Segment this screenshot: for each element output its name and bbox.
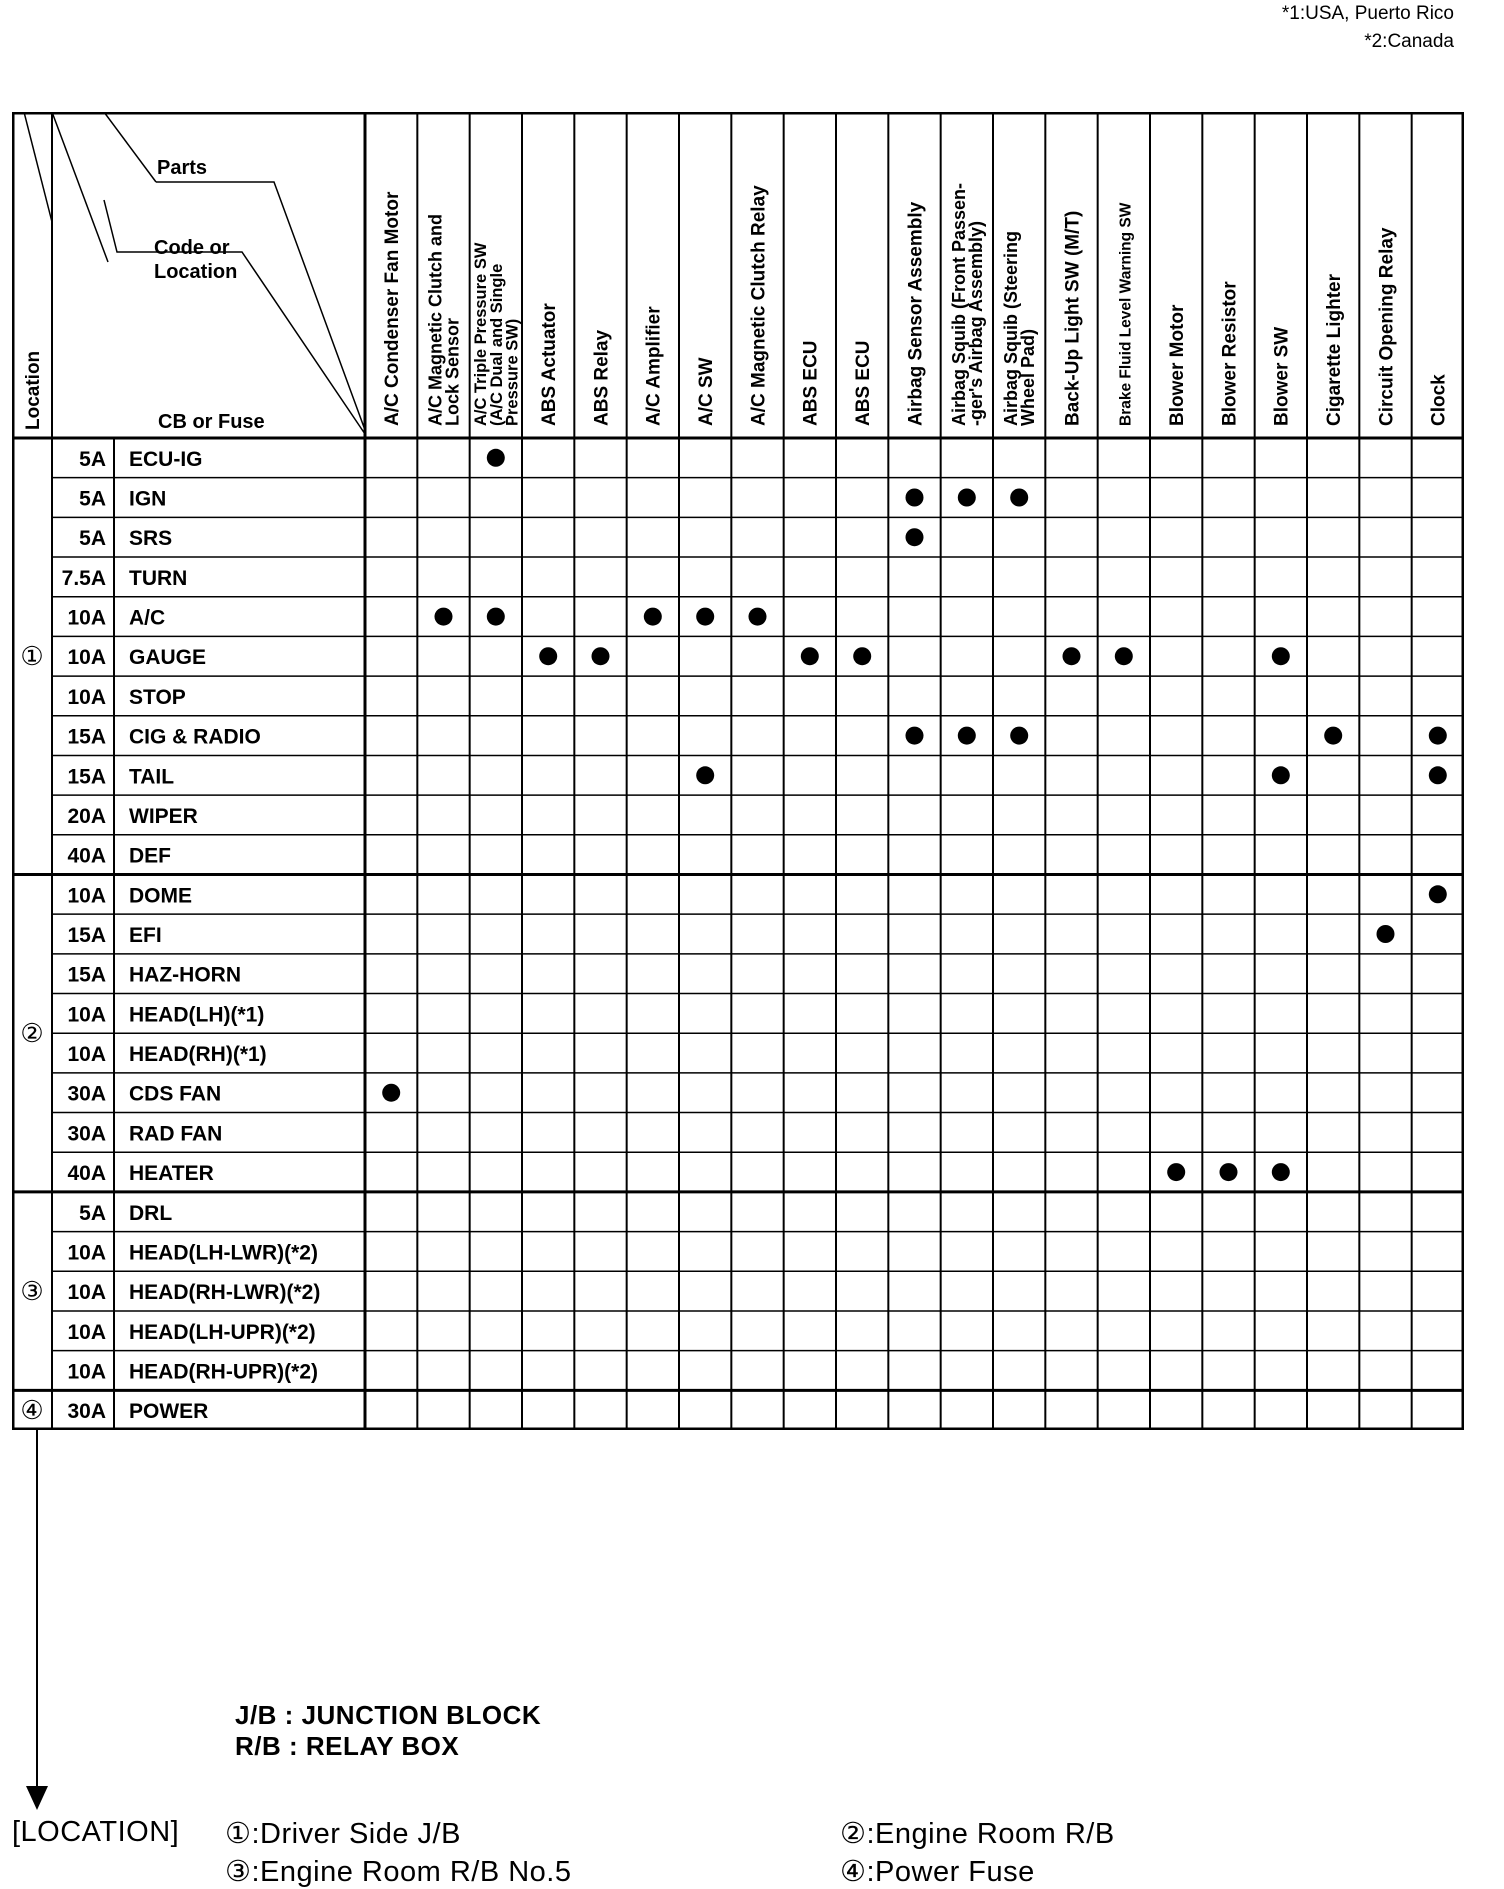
parts-label: Parts bbox=[157, 157, 208, 179]
column-header-15: Brake Fluid Level Warning SW bbox=[1117, 202, 1135, 426]
fuse-name: HAZ-HORN bbox=[129, 963, 241, 987]
location-legend-1: ①:Driver Side J/B bbox=[225, 1818, 461, 1850]
fuse-name: HEAD(LH-UPR)(*2) bbox=[129, 1320, 316, 1344]
fuse-amperage: 5A bbox=[79, 447, 106, 471]
column-header-3: (A/C Dual and Single bbox=[487, 263, 506, 426]
connection-dot bbox=[696, 766, 714, 784]
location-legend-4: ④:Power Fuse bbox=[840, 1856, 1035, 1888]
connection-dot bbox=[958, 489, 976, 507]
column-header-3: A/C Triple Pressure SW bbox=[472, 242, 491, 426]
fuse-name: TAIL bbox=[129, 765, 175, 789]
fuse-name: POWER bbox=[129, 1400, 209, 1424]
connection-dot bbox=[487, 449, 505, 467]
legend-junction-block: J/B : JUNCTION BLOCK bbox=[235, 1700, 542, 1730]
fuse-name: STOP bbox=[129, 685, 186, 709]
column-header-18: Blower SW bbox=[1271, 326, 1293, 426]
fuse-name: DRL bbox=[129, 1201, 173, 1225]
fuse-amperage: 5A bbox=[79, 527, 106, 551]
location-legend-3: ③:Engine Room R/B No.5 bbox=[225, 1856, 572, 1888]
column-header-16: Blower Motor bbox=[1167, 304, 1188, 426]
cb-fuse-label: CB or Fuse bbox=[158, 411, 265, 433]
column-header-9: ABS ECU bbox=[800, 340, 822, 426]
location-legend-title: [LOCATION] bbox=[12, 1816, 180, 1848]
legend-relay-box: R/B : RELAY BOX bbox=[235, 1731, 460, 1761]
column-header-11: Airbag Sensor Assembly bbox=[905, 201, 927, 426]
fuse-name: HEAD(LH)(*1) bbox=[129, 1003, 265, 1027]
connection-dot bbox=[853, 647, 871, 665]
column-header-7: A/C SW bbox=[696, 357, 717, 426]
header-diagonal bbox=[104, 112, 156, 182]
column-header-12: Airbag Squib (Front Passen- bbox=[948, 182, 969, 426]
connection-dot bbox=[749, 608, 767, 626]
connection-dot bbox=[644, 608, 662, 626]
connection-dot bbox=[1324, 727, 1342, 745]
fuse-name: DEF bbox=[129, 844, 171, 868]
connection-dot bbox=[906, 528, 924, 546]
fuse-amperage: 30A bbox=[67, 1400, 106, 1424]
table-marks bbox=[382, 449, 1447, 1181]
fuse-name: TURN bbox=[129, 566, 188, 590]
fuse-amperage: 20A bbox=[67, 804, 106, 828]
column-header-14: Back-Up Light SW (M/T) bbox=[1062, 210, 1084, 426]
column-header-5: ABS Relay bbox=[591, 329, 613, 426]
connection-dot bbox=[1063, 647, 1081, 665]
fuse-amperage: 10A bbox=[67, 1241, 106, 1265]
connection-dot bbox=[801, 647, 819, 665]
fuse-name: A/C bbox=[129, 606, 166, 630]
fuse-amperage: 7.5A bbox=[61, 566, 106, 590]
connection-dot bbox=[1167, 1163, 1185, 1181]
connection-dot bbox=[1010, 727, 1028, 745]
fuse-amperage: 30A bbox=[67, 1082, 106, 1106]
fuse-name: WIPER bbox=[129, 804, 198, 828]
location-group-3: ③ bbox=[20, 1276, 44, 1307]
column-header-1: A/C Condenser Fan Motor bbox=[382, 191, 403, 426]
code-label: Code or bbox=[154, 237, 230, 259]
fuse-amperage: 10A bbox=[67, 606, 106, 630]
connection-dot bbox=[592, 647, 610, 665]
fuse-name: EFI bbox=[129, 924, 162, 947]
connection-dot bbox=[382, 1084, 400, 1102]
connection-dot bbox=[696, 608, 714, 626]
column-header-2: A/C Magnetic Clutch and bbox=[425, 213, 446, 426]
fuse-name: DOME bbox=[129, 884, 192, 908]
connection-dot bbox=[1220, 1163, 1238, 1181]
column-header-3: Pressure SW) bbox=[503, 318, 522, 426]
column-header-13: Airbag Squib (Steering bbox=[1001, 230, 1022, 426]
fuse-name: RAD FAN bbox=[129, 1122, 223, 1146]
fuse-name: HEAD(RH-LWR)(*2) bbox=[129, 1281, 321, 1305]
location-header-label: Location bbox=[23, 350, 44, 430]
table-rows bbox=[20, 448, 320, 1425]
header-diagonal bbox=[104, 200, 365, 434]
connection-dot bbox=[1010, 489, 1028, 507]
fuse-amperage: 10A bbox=[67, 1320, 106, 1344]
connection-dot bbox=[487, 608, 505, 626]
fuse-name: IGN bbox=[129, 487, 167, 511]
header-diagonal bbox=[156, 182, 365, 430]
location-sub-label: Location bbox=[154, 261, 238, 283]
fuse-name: ECU-IG bbox=[129, 447, 203, 471]
location-group-2: ② bbox=[20, 1018, 44, 1049]
fuse-amperage: 15A bbox=[67, 924, 106, 947]
fuse-amperage: 10A bbox=[67, 646, 106, 670]
connection-dot bbox=[1272, 1163, 1290, 1181]
connection-dot bbox=[1115, 647, 1133, 665]
fuse-amperage: 15A bbox=[67, 725, 106, 749]
location-group-1: ① bbox=[20, 641, 44, 672]
fuse-name: CDS FAN bbox=[129, 1082, 222, 1106]
footnote-usa: *1:USA, Puerto Rico bbox=[1281, 3, 1454, 24]
column-header-10: ABS ECU bbox=[853, 340, 874, 426]
connection-dot bbox=[1429, 766, 1447, 784]
fuse-amperage: 10A bbox=[67, 1360, 106, 1384]
fuse-amperage: 40A bbox=[67, 844, 106, 868]
fuse-amperage: 10A bbox=[67, 685, 106, 709]
connection-dot bbox=[435, 608, 453, 626]
location-group-4: ④ bbox=[20, 1395, 44, 1426]
fuse-name: CIG & RADIO bbox=[129, 725, 261, 749]
connection-dot bbox=[906, 727, 924, 745]
connection-dot bbox=[958, 727, 976, 745]
header-diagonal bbox=[52, 112, 108, 262]
fuse-amperage: 15A bbox=[67, 765, 106, 789]
fuse-amperage: 5A bbox=[79, 487, 106, 511]
connection-dot bbox=[1429, 885, 1447, 903]
fuse-amperage: 30A bbox=[67, 1122, 106, 1146]
fuse-name: HEAD(RH)(*1) bbox=[129, 1043, 267, 1067]
location-legend-2: ②:Engine Room R/B bbox=[840, 1818, 1115, 1850]
fuse-name: SRS bbox=[129, 527, 173, 551]
connection-dot bbox=[906, 489, 924, 507]
table-gridlines bbox=[12, 112, 1464, 1430]
fuse-name: HEATER bbox=[129, 1162, 214, 1186]
connection-dot bbox=[539, 647, 557, 665]
fuse-parts-table bbox=[12, 112, 1464, 1430]
connection-dot bbox=[1272, 766, 1290, 784]
header-diagonal bbox=[24, 112, 52, 222]
column-header-4: ABS Actuator bbox=[539, 303, 560, 426]
column-header-17: Blower Resistor bbox=[1219, 281, 1241, 426]
fuse-amperage: 10A bbox=[67, 1043, 106, 1067]
column-header-19: Cigarette Lighter bbox=[1324, 273, 1345, 426]
fuse-amperage: 10A bbox=[67, 1281, 106, 1305]
table-header bbox=[23, 157, 1450, 433]
column-header-21: Clock bbox=[1428, 374, 1450, 426]
column-header-20: Circuit Opening Relay bbox=[1376, 227, 1398, 426]
connection-dot bbox=[1377, 925, 1395, 943]
footnote-canada: *2:Canada bbox=[1364, 31, 1454, 52]
connection-dot bbox=[1272, 647, 1290, 665]
fuse-name: GAUGE bbox=[129, 646, 207, 670]
column-header-12: -ger's Airbag Assembly) bbox=[965, 220, 986, 426]
location-arrow-icon bbox=[22, 1430, 52, 1810]
column-header-2: Lock Sensor bbox=[442, 317, 463, 426]
column-header-13: Wheel Pad) bbox=[1018, 328, 1039, 426]
fuse-name: HEAD(RH-UPR)(*2) bbox=[129, 1360, 318, 1384]
fuse-amperage: 40A bbox=[67, 1162, 106, 1186]
fuse-amperage: 10A bbox=[67, 884, 106, 908]
fuse-name: HEAD(LH-LWR)(*2) bbox=[129, 1241, 318, 1265]
fuse-amperage: 15A bbox=[67, 963, 106, 987]
column-header-6: A/C Amplifier bbox=[643, 306, 665, 426]
fuse-amperage: 5A bbox=[79, 1201, 106, 1225]
connection-dot bbox=[1429, 727, 1447, 745]
column-header-8: A/C Magnetic Clutch Relay bbox=[748, 185, 770, 426]
fuse-amperage: 10A bbox=[67, 1003, 106, 1027]
